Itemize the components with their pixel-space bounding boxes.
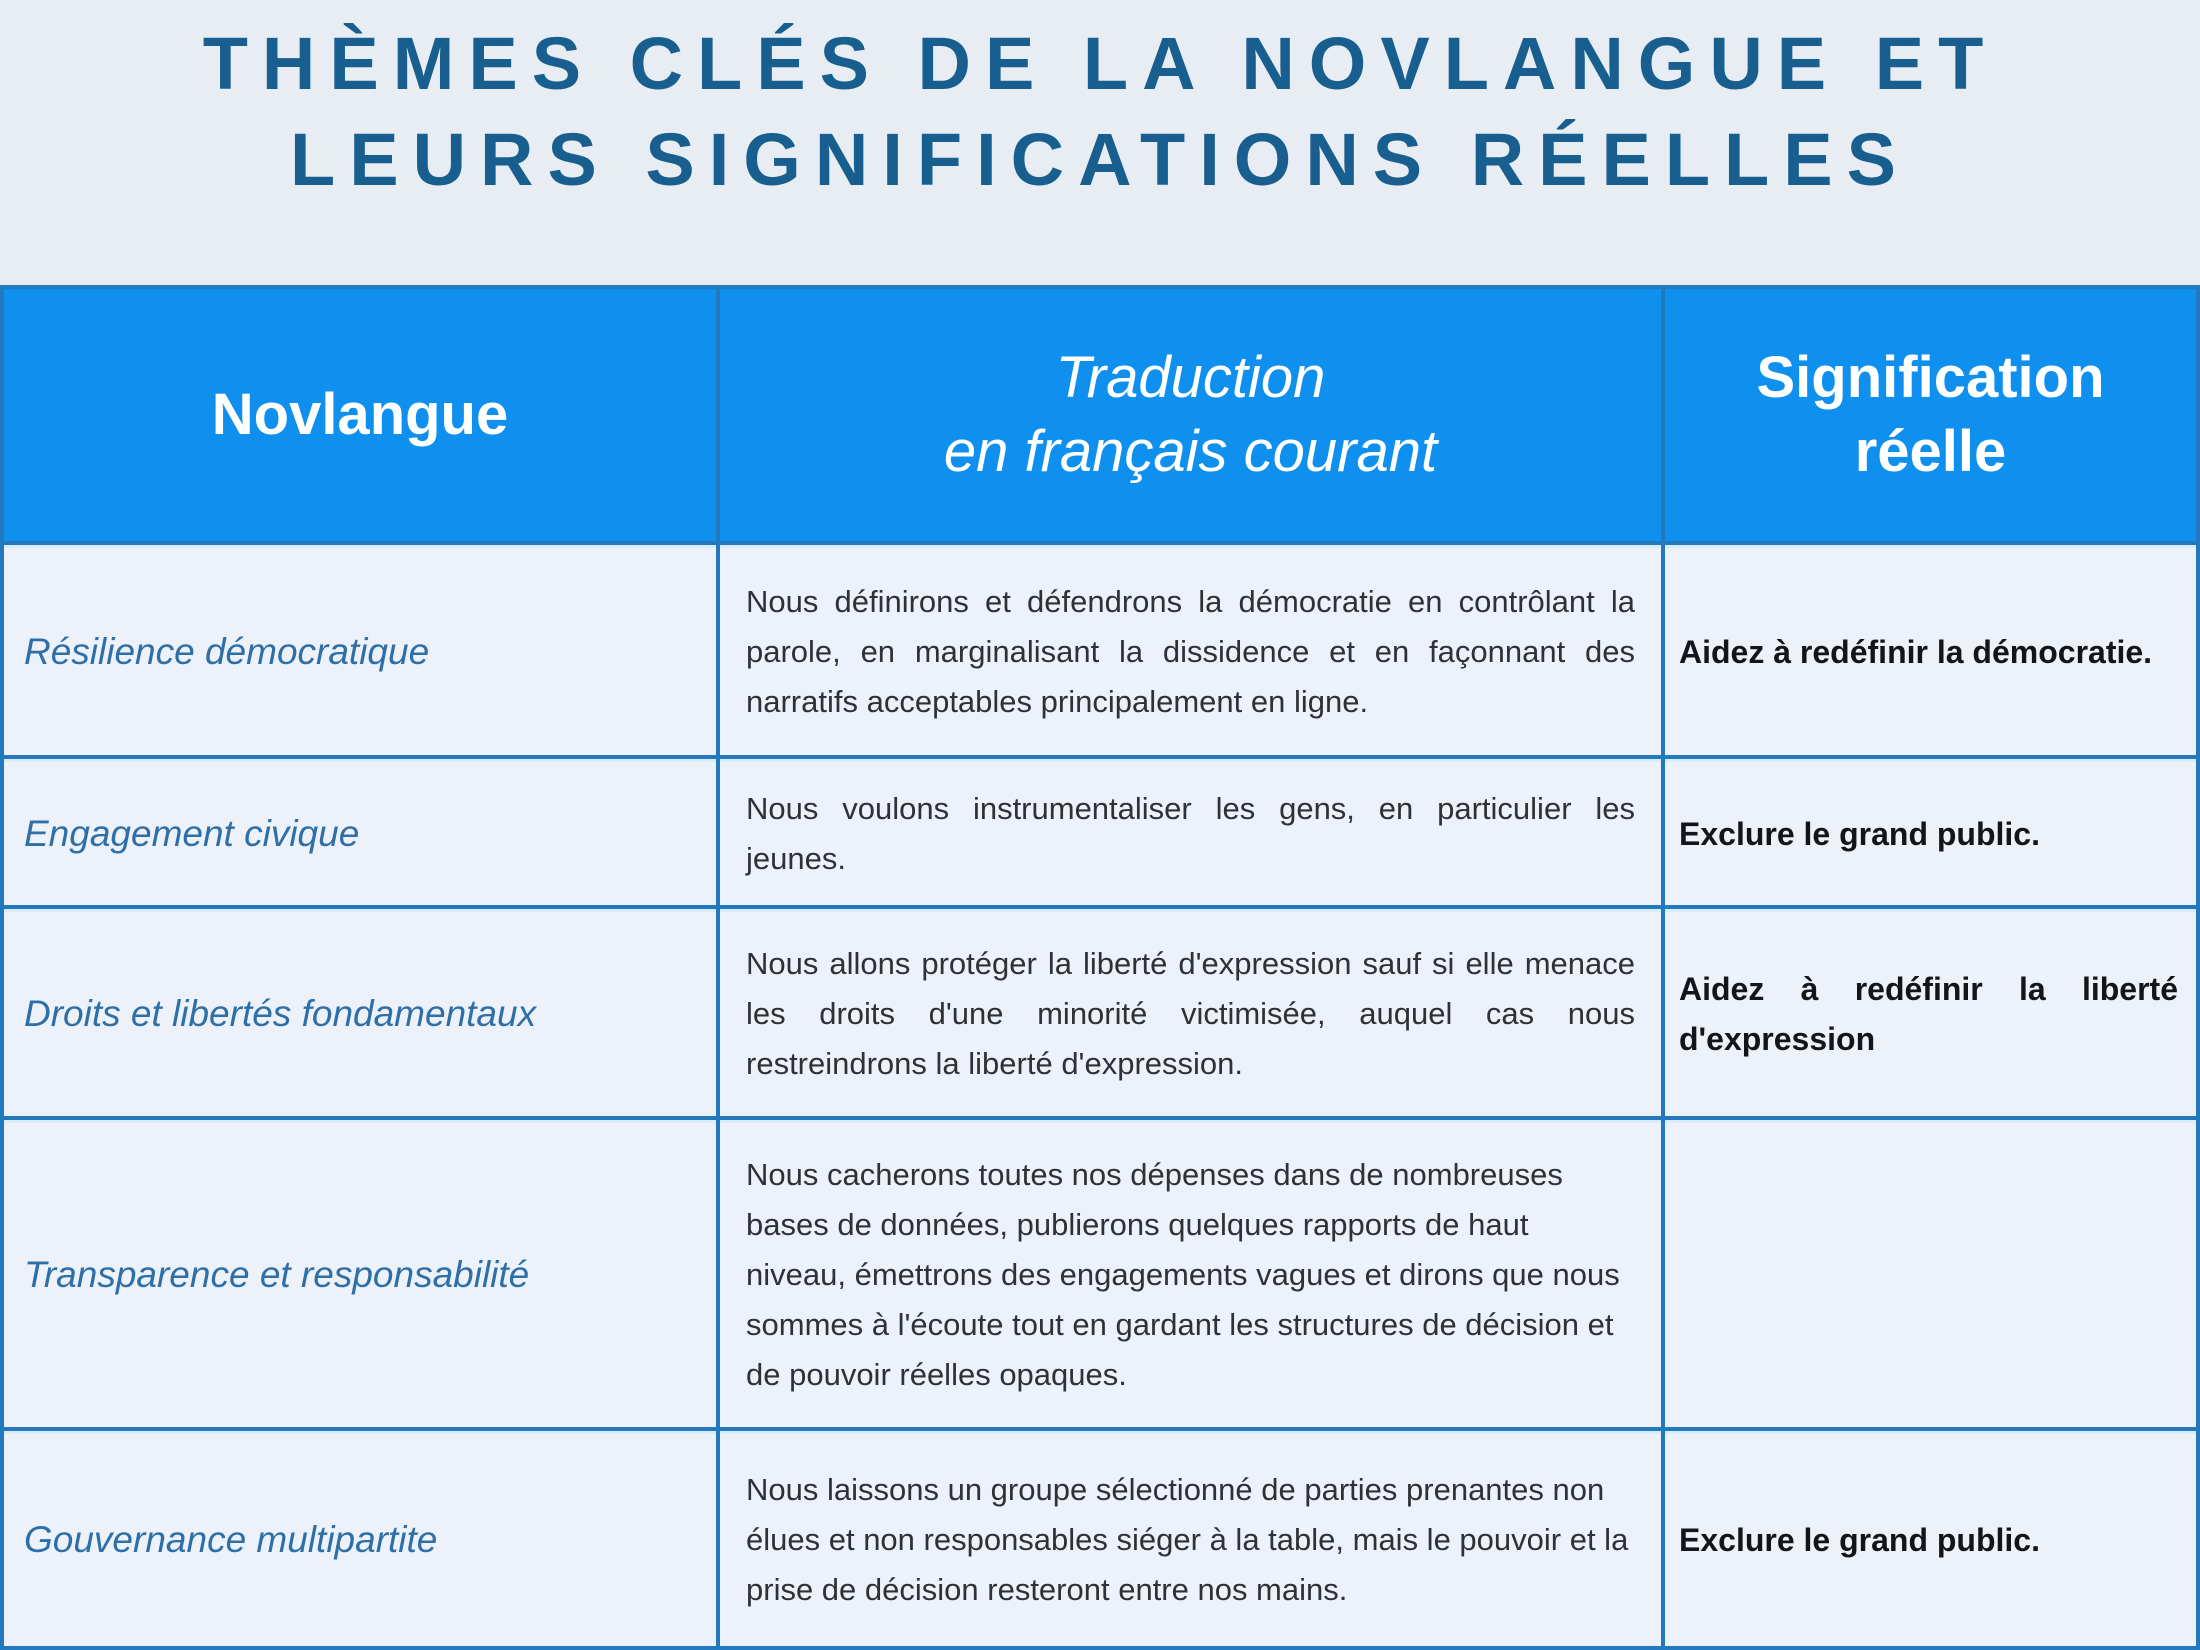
cell-row3-signification: Aidez à redéfinir la liberté d'expression bbox=[1665, 909, 2196, 1116]
column-header-novlangue-label: Novlangue bbox=[211, 382, 509, 447]
column-header-traduction-line2: en français courant bbox=[943, 419, 1438, 484]
column-header-traduction bbox=[720, 289, 1661, 541]
column-header-novlangue bbox=[4, 289, 716, 541]
cell-row5-traduction: Nous laissons un groupe sélectionné de parties prenantes non élues et non responsables siéger à la table, mais le pouvoir et la prise de décision resteront entre nos mains. bbox=[720, 1431, 1661, 1646]
cell-row5-signification: Exclure le grand public. bbox=[1665, 1431, 2196, 1646]
column-header-signification-line2: réelle bbox=[1854, 419, 2007, 484]
cell-row1-novlangue: Résilience démocratique bbox=[4, 545, 716, 755]
cell-row3-novlangue: Droits et libertés fondamentaux bbox=[4, 909, 716, 1116]
column-header-signification bbox=[1665, 289, 2196, 541]
cell-row2-traduction: Nous voulons instrumentaliser les gens, en particulier les jeunes. bbox=[720, 759, 1661, 905]
cell-row1-traduction: Nous définirons et défendrons la démocratie en contrôlant la parole, en marginalisant la dissidence et en façonnant des narratifs acceptables principalement en ligne. bbox=[720, 545, 1661, 755]
cell-row2-signification: Exclure le grand public. bbox=[1665, 759, 2196, 905]
cell-row1-signification: Aidez à redéfinir la démocratie. bbox=[1665, 545, 2196, 755]
cell-row4-signification bbox=[1665, 1120, 2196, 1427]
cell-row4-traduction: Nous cacherons toutes nos dépenses dans de nombreuses bases de données, publierons quelques rapports de haut niveau, émettrons des engagements vagues et dirons que nous sommes à l'écoute tout en gardant les structures de décision et de pouvoir réelles opaques. bbox=[720, 1120, 1661, 1427]
column-header-traduction-line1: Traduction bbox=[1055, 345, 1326, 410]
cell-row2-novlangue: Engagement civique bbox=[4, 759, 716, 905]
cell-row5-novlangue: Gouvernance multipartite bbox=[4, 1431, 716, 1646]
novlangue-table bbox=[0, 285, 2200, 1650]
cell-row3-traduction: Nous allons protéger la liberté d'expression sauf si elle menace les droits d'une minorité victimisée, auquel cas nous restreindrons la liberté d'expression. bbox=[720, 909, 1661, 1116]
page-title-line2: LEURS SIGNIFICATIONS RÉELLES bbox=[290, 118, 1910, 201]
page-title-line1: THÈMES CLÉS DE LA NOVLANGUE ET bbox=[202, 22, 1998, 105]
page-title bbox=[0, 0, 2200, 285]
column-header-signification-line1: Signification bbox=[1756, 345, 2105, 410]
cell-row4-novlangue: Transparence et responsabilité bbox=[4, 1120, 716, 1427]
